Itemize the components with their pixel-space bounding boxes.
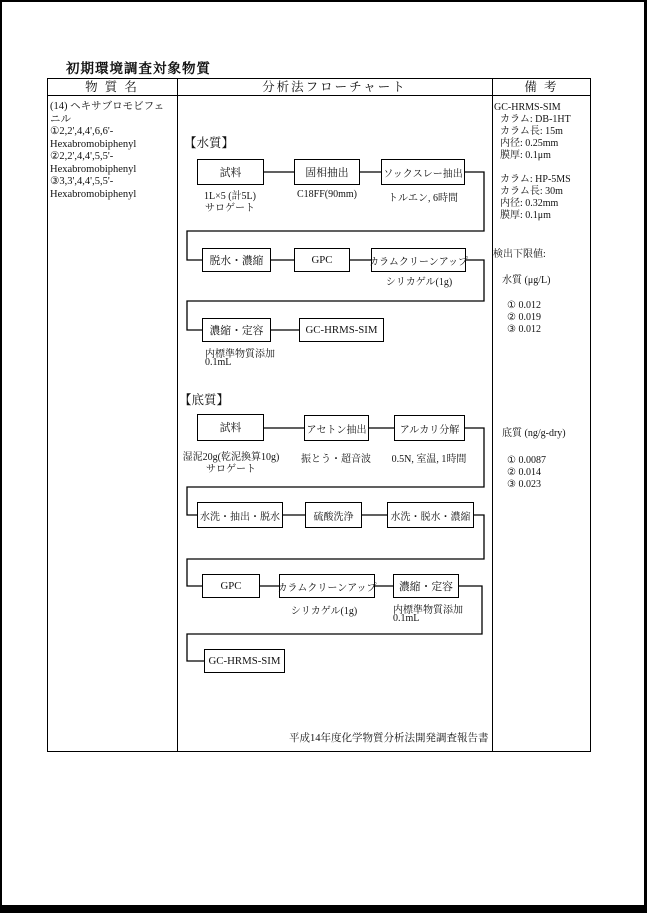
flow-box-sediment-acetone: アセトン抽出 — [304, 415, 369, 441]
flow-box-sediment-wash2: 水洗・脱水・濃縮 — [387, 502, 474, 528]
sediment-concentrate-note-volume: 0.1mL — [393, 613, 420, 624]
detection-water-value-2: ② 0.019 — [507, 312, 541, 323]
substance-isomer-1: ①2,2',4,4',6,6'-Hexabromobiphenyl — [50, 126, 137, 150]
water-soxhlet-note: トルエン, 6時間 — [388, 193, 458, 204]
sediment-alkali-note: 0.5N, 室温, 1時間 — [391, 454, 467, 465]
flow-box-sediment-concentrate: 濃縮・定容 — [393, 574, 459, 598]
detection-limit-title: 検出下限値: — [493, 249, 546, 260]
remarks-column2-name: カラム: HP-5MS — [500, 174, 571, 185]
detection-sediment-value-3: ③ 0.023 — [507, 479, 541, 490]
remarks-column2-id: 内径: 0.32mm — [500, 198, 559, 209]
remarks-column2-length: カラム長: 30m — [500, 186, 563, 197]
flow-box-sediment-wash1: 水洗・抽出・脱水 — [197, 502, 283, 528]
flow-box-sediment-cleanup: カラムクリーンアップ — [279, 574, 375, 598]
flow-box-water-soxhlet: ソックスレー抽出 — [381, 159, 465, 185]
sediment-section-heading: 【底質】 — [179, 393, 230, 407]
page-title: 初期環境調査対象物質 — [66, 57, 211, 79]
sediment-acetone-note: 振とう・超音波 — [301, 454, 371, 465]
flow-box-sediment-acid: 硫酸洗浄 — [305, 502, 362, 528]
remarks-column1-film: 膜厚: 0.1μm — [500, 150, 551, 161]
flow-box-water-sample: 試料 — [197, 159, 264, 185]
remarks-column1-id: 内径: 0.25mm — [500, 138, 559, 149]
substance-isomer-2: ②2,2',4,4',5,5'-Hexabromobiphenyl — [50, 151, 137, 175]
flow-box-water-spe: 固相抽出 — [294, 159, 360, 185]
water-concentrate-note-istd: 内標準物質添加 — [205, 349, 275, 360]
remarks-column2-film: 膜厚: 0.1μm — [500, 210, 551, 221]
water-concentrate-note-volume: 0.1mL — [205, 357, 232, 368]
detection-water-title: 水質 (μg/L) — [502, 275, 551, 286]
report-footer: 平成14年度化学物質分析法開発調査報告書 — [289, 733, 489, 744]
flow-box-water-dehydrate: 脱水・濃縮 — [202, 248, 271, 272]
substance-name: (14) ヘキサブロモビフェニル — [50, 101, 165, 125]
flow-box-sediment-gchrms: GC-HRMS-SIM — [204, 649, 285, 673]
sediment-sample-note-surrogate: サロゲート — [206, 464, 256, 475]
remarks-method: GC-HRMS-SIM — [494, 102, 561, 113]
header-substance: 物 質 名 — [85, 80, 139, 94]
detection-sediment-value-2: ② 0.014 — [507, 467, 541, 478]
detection-water-value-3: ③ 0.012 — [507, 324, 541, 335]
detection-sediment-title: 底質 (ng/g-dry) — [502, 428, 566, 439]
flow-box-sediment-sample: 試料 — [197, 414, 264, 441]
water-spe-note: C18FF(90mm) — [296, 189, 358, 200]
flow-box-water-cleanup: カラムクリーンアップ — [371, 248, 466, 272]
flow-box-water-gchrms: GC-HRMS-SIM — [299, 318, 384, 342]
flow-box-water-gpc: GPC — [294, 248, 350, 272]
flow-box-water-concentrate: 濃縮・定容 — [202, 318, 271, 342]
sediment-concentrate-note-istd: 内標準物質添加 — [393, 605, 463, 616]
water-cleanup-note: シリカゲル(1g) — [385, 277, 453, 288]
water-section-heading: 【水質】 — [184, 136, 235, 150]
water-sample-note-surrogate: サロゲート — [205, 203, 255, 214]
flow-box-sediment-alkali: アルカリ分解 — [394, 415, 465, 441]
sediment-sample-note-amount: 湿泥20g(乾泥換算10g) — [182, 452, 280, 463]
water-sample-note-volume: 1L×5 (計5L) — [203, 191, 257, 202]
flow-box-sediment-gpc: GPC — [202, 574, 260, 598]
remarks-column1-name: カラム: DB-1HT — [500, 114, 571, 125]
remarks-column1-length: カラム長: 15m — [500, 126, 563, 137]
detection-sediment-value-1: ① 0.0087 — [507, 455, 546, 466]
header-remarks: 備 考 — [524, 80, 559, 94]
header-flowchart: 分析法フローチャート — [262, 80, 407, 94]
sediment-cleanup-note: シリカゲル(1g) — [290, 606, 358, 617]
substance-isomer-3: ③3,3',4,4',5,5'-Hexabromobiphenyl — [50, 176, 137, 200]
detection-water-value-1: ① 0.012 — [507, 300, 541, 311]
